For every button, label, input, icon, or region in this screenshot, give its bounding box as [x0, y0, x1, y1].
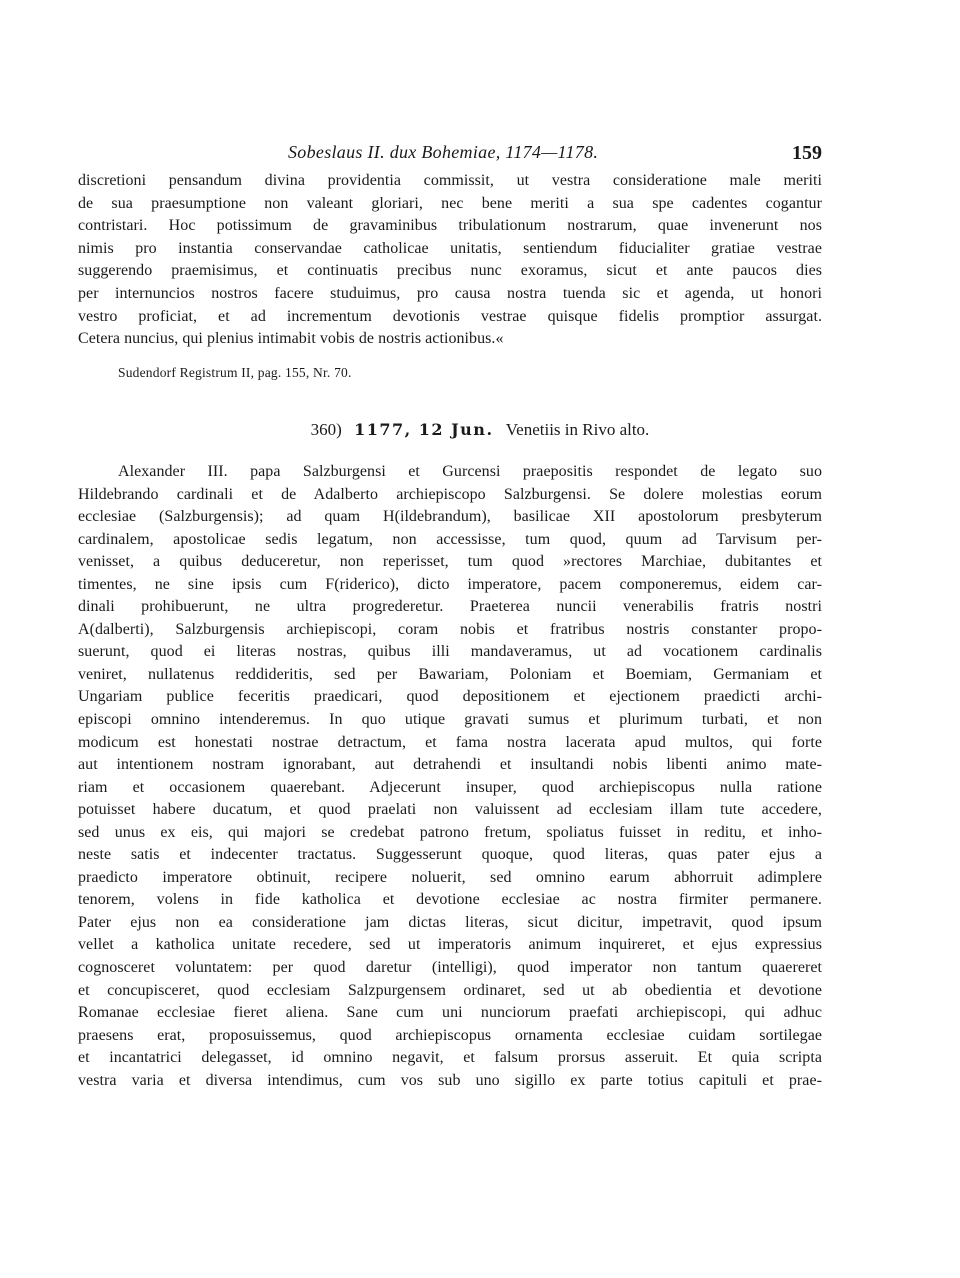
text-line: suggerendo praemisimus, et continuatis precibus nunc exoramus, sicut et ante paucos dies — [78, 262, 822, 280]
text-line: per internuncios nostros facere studuimus, pro causa nostra tuenda sic et agenda, ut honori — [78, 284, 822, 302]
document-heading — [0, 420, 960, 440]
text-line: Cetera nuncius, qui plenius intimabit vobis de nostris actionibus.« — [78, 330, 504, 348]
text-line: cognosceret voluntatem: per quod daretur (intelligi), quod imperator non tantum quaereret — [78, 959, 822, 977]
text-line: suerunt, quod ei literas nostras, quibus illi mandaveramus, ut ad vocationem cardinalis — [78, 643, 822, 661]
text-line: dinali prohibuerunt, ne ultra progrederetur. Praeterea nuncii venerabilis fratris nostri — [78, 598, 822, 616]
text-line: modicum est honestati nostrae detractum, et fama nostra lacerata apud multos, qui forte — [78, 733, 822, 751]
top-paragraph — [78, 170, 822, 351]
text-line: neste satis et indecenter tractatus. Suggesserunt quoque, quod literas, quas pater ejus a — [78, 846, 822, 864]
source-note: Sudendorf Registrum II, pag. 155, Nr. 70. — [118, 365, 352, 380]
text-line: vestro proficiat, et ad incrementum devotionis vestrae quisque fidelis promptior assurgat. — [78, 307, 822, 325]
text-line: Hildebrando cardinali et de Adalberto archiepiscopo Salzburgensi. Se dolere molestias eorum — [78, 485, 822, 503]
text-line: episcopi omnino intenderemus. In quo utique gravati sumus et plurimum turbati, et non — [78, 711, 822, 729]
text-line: Ungariam publice feceritis praedicari, quod depositionem et ejectionem praedicti archi- — [78, 688, 822, 706]
running-title: Sobeslaus II. dux Bohemiae, 1174—1178. — [288, 142, 599, 162]
text-line: A(dalberti), Salzburgensis archiepiscopi, coram nobis et fratribus nostris constanter propo- — [78, 620, 822, 638]
text-line: sed unus ex eis, qui majori se credebat patrono fretum, spoliatus fuisset in reditu, et inho- — [78, 823, 822, 841]
document-place: Venetiis in Rivo alto. — [505, 420, 650, 439]
text-line: timentes, ne sine ipsis cum F(riderico), dicto imperatore, pacem componeremus, eidem car- — [78, 575, 822, 593]
text-line: Alexander III. papa Salzburgensi et Gurcensi praepositis respondet de legato suo — [118, 463, 822, 480]
text-line: potuisset habere ducatum, et quod praelati non valuissent ad ecclesiam illam tute accedere, — [78, 801, 822, 819]
document-date: 1177, 12 Jun. — [354, 420, 494, 439]
text-line: praedicto imperatore obtinuit, recipere noluerit, sed omnino earum abhorruit adimplere — [78, 868, 822, 886]
text-line: Pater ejus non ea consideratione jam dictas literas, sicut dicitur, impetravit, quod ipsum — [78, 913, 822, 931]
text-line: praesens erat, proposuissemus, quod archiepiscopus ornamenta ecclesiae cuidam sortilegae — [78, 1026, 822, 1044]
running-header — [78, 142, 822, 168]
page-number: 159 — [792, 142, 822, 164]
text-line: venisset, a quibus deduceretur, non reperisset, tum quod »rectores Marchiae, dubitantes et — [78, 553, 822, 571]
text-line: de sua praesumptione non valeant gloriari, nec bene meriti a sua spe cadentes cogantur — [78, 194, 822, 212]
text-line: nimis pro instantia conservandae catholicae unitatis, sentiendum fiducialiter gratiae vestrae — [78, 239, 822, 257]
text-line: vestra varia et diversa intendimus, cum vos sub uno sigillo ex parte totius capituli et prae- — [78, 1071, 822, 1089]
text-line: Romanae ecclesiae fieret aliena. Sane cum uni nunciorum praefati archiepiscopi, qui adhuc — [78, 1004, 822, 1022]
text-line: aut intentionem nostram ignorabant, aut detrahendi et insultandi nobis libenti animo mate- — [78, 756, 822, 774]
text-line: et concupisceret, quod ecclesiam Salzpurgensem ordinaret, sed ut ab obedientia et devotione — [78, 981, 822, 999]
text-line: riam et occasionem quaerebant. Adjecerunt insuper, quod archiepiscopus nulla ratione — [78, 778, 822, 796]
text-line: et incantatrici delegasset, id omnino negavit, et falsum prorsus asseruit. Et quia scripta — [78, 1049, 822, 1067]
text-line: ecclesiae (Salzburgensis); ad quam H(ildebrandum), basilicae XII apostolorum presbyterum — [78, 508, 822, 526]
text-line: veniret, nullatenus reddideritis, sed per Bawariam, Poloniam et Boemiam, Germaniam et — [78, 665, 822, 683]
document-number: 360) — [310, 420, 342, 439]
text-line: vellet a katholica unitate recedere, sed ut imperatoris animum inquireret, et ejus expressius — [78, 936, 822, 954]
text-line: cardinalem, apostolicae sedis legatum, non accessisse, tum quod, quum ad Tarvisum per- — [78, 530, 822, 548]
main-text — [78, 461, 822, 1092]
text-line: discretioni pensandum divina providentia commissit, ut vestra consideratione male meriti — [78, 172, 822, 189]
text-line: contristari. Hoc potissimum de gravaminibus tribulationum nostrarum, quae invenerunt nos — [78, 217, 822, 235]
text-line: tenorem, volens in fide katholica et devotione ecclesiae ac nostra firmiter permanere. — [78, 891, 822, 909]
